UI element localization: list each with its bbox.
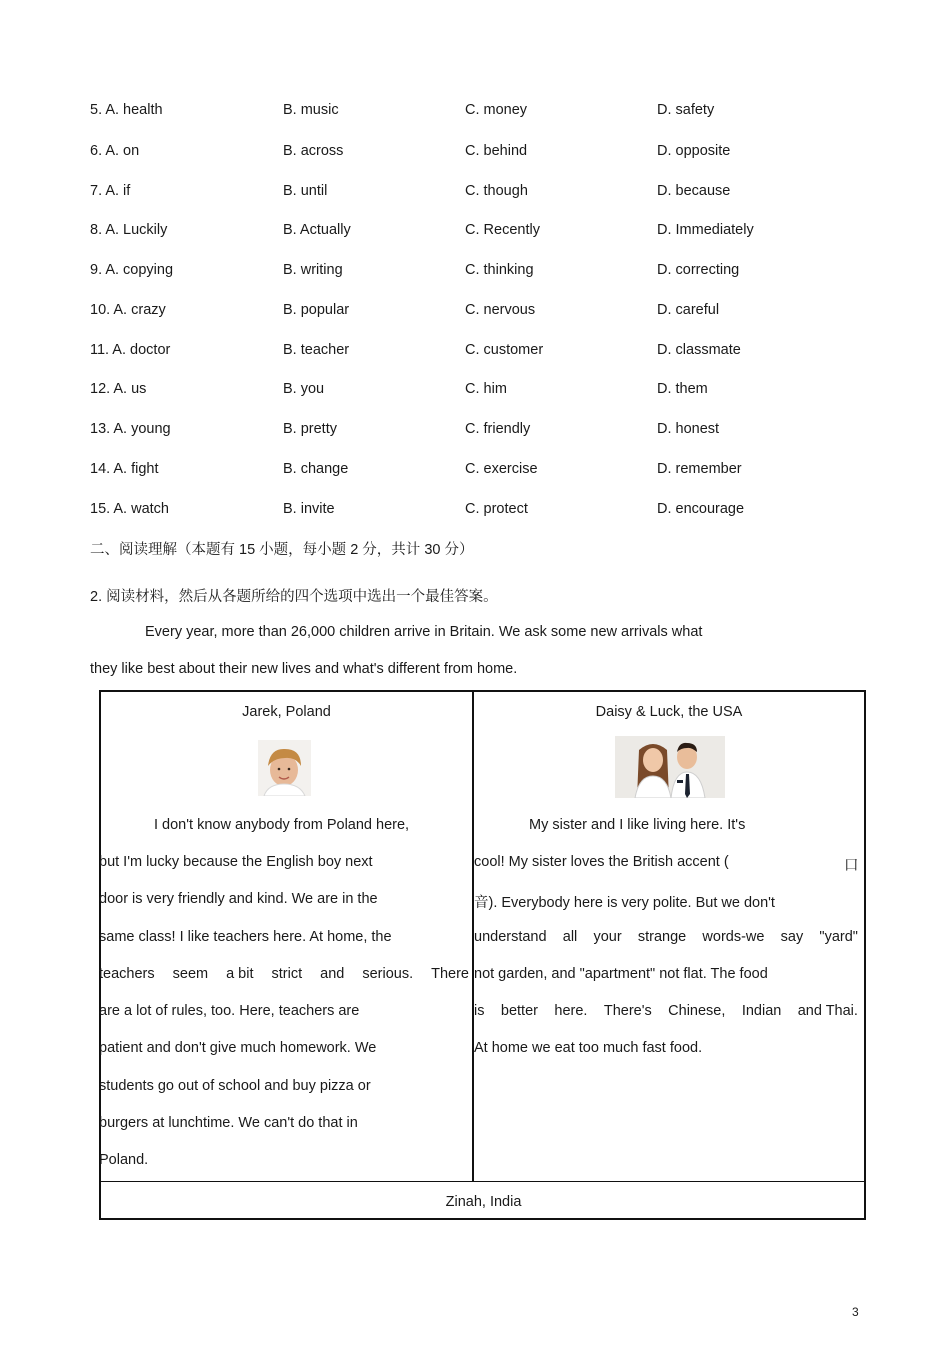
left-line-3: door is very friendly and kind. We are in the <box>99 891 378 907</box>
left-cell-heading: Jarek, Poland <box>242 704 331 720</box>
option-b: B. across <box>283 143 344 159</box>
right-line-1: My sister and I like living here. It's <box>529 817 746 833</box>
option-c: C. protect <box>465 501 528 517</box>
reading-table <box>99 690 866 1220</box>
option-a: 14. A. fight <box>90 461 159 477</box>
option-b: B. teacher <box>283 342 350 358</box>
right-line-6 <box>474 1003 858 1019</box>
option-c: C. exercise <box>465 461 538 477</box>
option-b: B. popular <box>283 302 350 318</box>
word: seem <box>172 966 209 982</box>
option-d: D. them <box>657 381 708 397</box>
option-d: D. careful <box>657 302 720 318</box>
bottom-cell-heading: Zinah, India <box>445 1194 522 1210</box>
word: Indian <box>741 1003 782 1019</box>
option-b: B. Actually <box>283 222 351 238</box>
word: all <box>562 929 578 945</box>
left-line-10: Poland. <box>99 1152 149 1168</box>
row-divider <box>101 1181 864 1182</box>
option-a: 5. A. health <box>90 102 163 118</box>
option-row-15 <box>90 501 870 521</box>
word: a bit <box>226 966 254 982</box>
option-d: D. correcting <box>657 262 740 278</box>
word: understand <box>474 929 547 945</box>
option-a: 7. A. if <box>90 183 131 199</box>
option-c: C. behind <box>465 143 528 159</box>
boy-photo <box>258 740 311 796</box>
option-a: 10. A. crazy <box>90 302 166 318</box>
word: is <box>474 1003 485 1019</box>
option-b: B. writing <box>283 262 343 278</box>
left-line-6: are a lot of rules, too. Here, teachers are <box>99 1003 360 1019</box>
option-row-9 <box>90 262 870 282</box>
word: better <box>500 1003 538 1019</box>
option-d: D. remember <box>657 461 742 477</box>
option-row-11 <box>90 342 870 362</box>
option-a: 11. A. doctor <box>90 342 171 358</box>
intro-line-2: they like best about their new lives and what's different from home. <box>90 661 518 677</box>
option-row-12 <box>90 381 870 401</box>
word: There's <box>603 1003 652 1019</box>
instruction: 2. 阅读材料，然后从各题所给的四个选项中选出一个最佳答案。 <box>90 589 498 605</box>
word: your <box>593 929 622 945</box>
section-heading: 二、阅读理解（本题有 15 小题，每小题 2 分，共计 30 分） <box>90 542 474 558</box>
option-c: C. thinking <box>465 262 534 278</box>
option-row-13 <box>90 421 870 441</box>
option-a: 6. A. on <box>90 143 140 159</box>
option-d: D. classmate <box>657 342 741 358</box>
option-c: C. Recently <box>465 222 540 238</box>
siblings-photo <box>615 736 725 798</box>
siblings-photo-image <box>615 736 725 798</box>
page-number: 3 <box>852 1305 859 1319</box>
left-line-1: I don't know anybody from Poland here, <box>154 817 410 833</box>
option-row-14 <box>90 461 870 481</box>
word: strict <box>271 966 303 982</box>
left-line-9: burgers at lunchtime. We can't do that in <box>99 1115 358 1131</box>
option-b: B. music <box>283 102 339 118</box>
left-line-7: patient and don't give much homework. We <box>99 1040 377 1056</box>
option-a: 13. A. young <box>90 421 171 437</box>
option-c: C. though <box>465 183 528 199</box>
word: strange <box>637 929 687 945</box>
option-b: B. change <box>283 461 349 477</box>
right-line-7: At home we eat too much fast food. <box>474 1040 703 1056</box>
right-line-5: not garden, and "apartment" not flat. The food <box>474 966 768 982</box>
word: and Thai. <box>797 1003 858 1019</box>
option-a: 12. A. us <box>90 381 147 397</box>
intro-line-1: Every year, more than 26,000 children arrive in Britain. We ask some new arrivals what <box>145 624 703 640</box>
option-row-8 <box>90 222 870 242</box>
option-row-10 <box>90 302 870 322</box>
right-line-4 <box>474 929 858 945</box>
word: words-we <box>702 929 765 945</box>
right-cell-heading: Daisy & Luck, the USA <box>595 704 743 720</box>
option-b: B. until <box>283 183 328 199</box>
right-line-2-end: 口 <box>844 858 859 874</box>
right-line-2: cool! My sister loves the British accent ( <box>474 854 729 870</box>
option-b: B. invite <box>283 501 335 517</box>
option-b: B. you <box>283 381 325 397</box>
word: here. <box>554 1003 588 1019</box>
option-d: D. opposite <box>657 143 731 159</box>
option-row-5 <box>90 102 870 122</box>
word: serious. <box>362 966 414 982</box>
left-line-8: students go out of school and buy pizza or <box>99 1078 371 1094</box>
word: There <box>431 966 469 982</box>
left-line-4: same class! I like teachers here. At home, the <box>99 929 392 945</box>
option-d: D. Immediately <box>657 222 754 238</box>
option-c: C. customer <box>465 342 544 358</box>
option-d: D. safety <box>657 102 715 118</box>
boy-photo-image <box>258 740 311 796</box>
option-a: 15. A. watch <box>90 501 169 517</box>
right-line-3: 音). Everybody here is very polite. But we don't <box>474 895 775 911</box>
left-line-5 <box>99 966 469 982</box>
option-c: C. nervous <box>465 302 536 318</box>
option-c: C. money <box>465 102 528 118</box>
word: "yard" <box>819 929 858 945</box>
option-a: 8. A. Luckily <box>90 222 168 238</box>
option-c: C. friendly <box>465 421 531 437</box>
option-row-6 <box>90 143 870 163</box>
word: and <box>320 966 345 982</box>
option-d: D. because <box>657 183 731 199</box>
option-d: D. encourage <box>657 501 745 517</box>
option-b: B. pretty <box>283 421 337 437</box>
option-d: D. honest <box>657 421 720 437</box>
option-a: 9. A. copying <box>90 262 174 278</box>
option-c: C. him <box>465 381 507 397</box>
left-line-2: but I'm lucky because the English boy next <box>99 854 373 870</box>
word: Chinese, <box>668 1003 726 1019</box>
option-row-7 <box>90 183 870 203</box>
word: say <box>780 929 804 945</box>
word: teachers <box>99 966 155 982</box>
